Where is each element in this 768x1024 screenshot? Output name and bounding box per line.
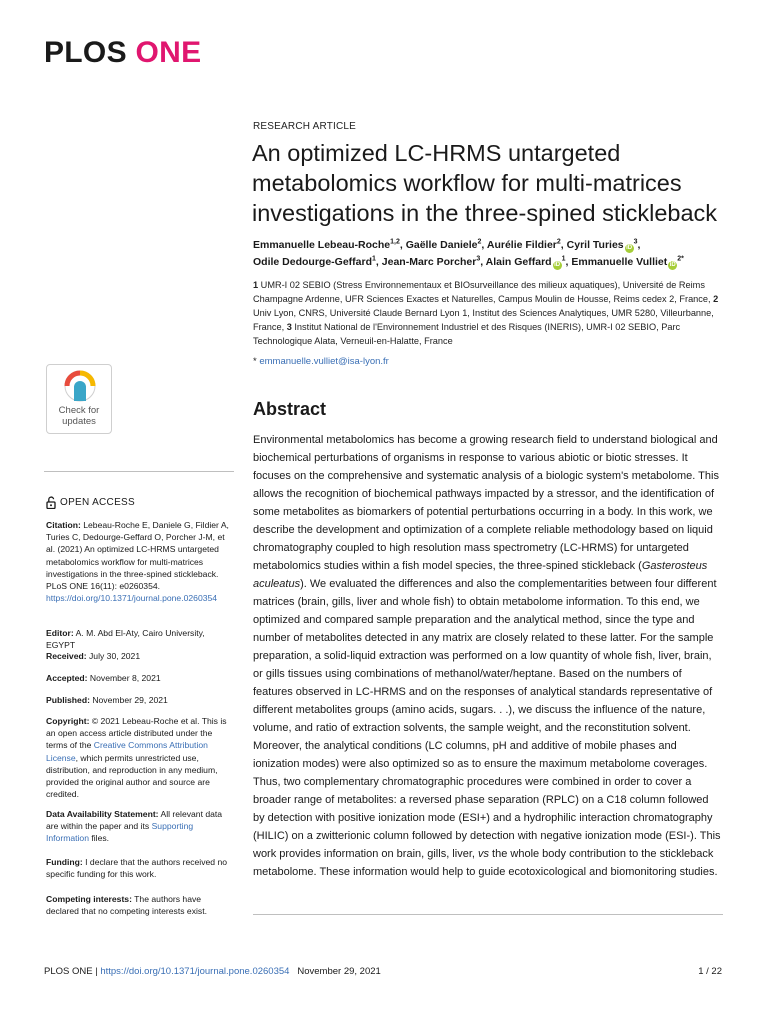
email-link[interactable]: emmanuelle.vulliet@isa-lyon.fr — [259, 356, 389, 367]
logo-one: ONE — [135, 36, 202, 69]
footer-doi-link[interactable]: https://doi.org/10.1371/journal.pone.0260354 — [100, 966, 290, 977]
funding: Funding: I declare that the authors received no specific funding for this work. — [46, 857, 228, 880]
check-for-updates-badge[interactable] — [46, 364, 112, 434]
author-list: Emmanuelle Lebeau-Roche$^{1,2}$, Gaëlle Daniele$^2$, Aurélie Fildier$^2$, Cyril Turies $iD^3$, Odile Dedourge-Geffard$^1$, Jean-Marc Porcher$^3$, Alain Geffard $iD^1$, Emmanuelle Vulliet $iD^{2*}$ — [253, 238, 684, 268]
orcid-icon[interactable]: iD — [554, 262, 561, 268]
author[interactable]: Aurélie Fildier$^2$ — [486, 238, 561, 251]
abstract-heading: Abstract — [253, 399, 327, 419]
received-date: Received: July 30, 2021 — [46, 651, 141, 661]
affiliations: 1 UMR-I 02 SEBIO (Stress Environnementaux et BIOsurveillance des milieux aquatiques), Université de Reims Champagne Ardenne, UFR Sciences Exactes et Naturelles, Campus Moulin de Housse, Reims cedex 2, France, 2 Univ Lyon, CNRS, Université Claude Bernard Lyon 1, Institut des Sciences Analytiques, UMR 5280, Villeurbanne, France, 3 Institut National de l'Environnement Industriel et des Risques (INERIS), UMR-I 02 SEBIO, Parc Technologique Alata, Verneuil-en-Halatte, France — [253, 280, 719, 346]
journal-logo[interactable] — [44, 36, 201, 70]
accepted-date: Accepted: November 8, 2021 — [46, 673, 161, 683]
open-lock-icon — [46, 496, 56, 509]
orcid-icon[interactable]: iD — [669, 262, 676, 268]
competing-interests: Competing interests: The authors have declared that no competing interests exist. — [46, 894, 207, 917]
abstract-divider — [253, 914, 723, 915]
open-access-label: OPEN ACCESS — [46, 496, 135, 509]
author[interactable]: Cyril Turies $iD^3$ — [566, 238, 638, 251]
article-type: RESEARCH ARTICLE — [253, 121, 357, 132]
article-title: An optimized LC-HRMS untargeted metabolomics workflow for multi-matrices investigations in the three-spined stickleback — [252, 140, 718, 226]
copyright: Copyright: © 2021 Lebeau-Roche et al. This is an open access article distributed under the terms of the Creative Commons Attribution License, which permits unrestricted use, distribution, and reproduction in any medium, provided the original author and source are credited. — [46, 716, 227, 800]
published-date: Published: November 29, 2021 — [46, 695, 168, 705]
abstract-text: Environmental metabolomics has become a growing research field to understand biological and biochemical perturbations of organisms in response to various abiotic or biotic stresses. It focuses on the comprehensive and systematic analysis of a biologic system's metabolome. This allows the recognition of biochemical pathways impacted by a stressor, and the identification of some metabolites as biomarkers of potential perturbations occurring in a body. In this work, we describe the development and optimization of a complete reliable methodology based on liquid chromatography coupled to high resolution mass spectrometry (LC-HRMS) for untargeted metabolomics studies within a fish model species, the three-spined stickleback (Gasterosteus aculeatus). We evaluated the differences and also the complementarities between four different matrices (brain, gills, liver and whole fish) to obtain metabolome information. To this end, we optimized and compared sample preparation and the analytical method, since the type and number of metabolites detected in any matrix are closely related to these latter. For the sample preparation, a solid-liquid extraction was performed on a low quantity of whole fish, liver, brain, or gills tissues using combinations of methanol/water/heptane. Based on the numbers of features observed in LC-HRMS and on the responses of analytical standards representative of different metabolites groups (amino acids, sugars. . .), we discuss the influence of the nature, volume, and ratio of extraction solvents, the sample weight, and the reconstitution solvent. Moreover, the analytical conditions (LC columns, pH and additive of mobile phases and ionization modes) were also optimized so as to ensure the maximum metabolome coverages. Thus, two complementary chromatographic procedures were combined in order to cover a broader range of metabolites: a reversed phase separation (RPLC) on a C18 column followed by detection with positive ionization mode (ESI+) and a hydrophilic interaction chromatography (HILIC) on a zwitterionic column followed by detection with negative ionization mode (ESI-). This work provides information on brain, gills, liver, vs the whole body contribution to the stickleback metabolome. These information would help to guide ecotoxicological and biomonitoring studies. — [253, 434, 721, 878]
corresponding-email: * emmanuelle.vulliet@isa-lyon.fr — [253, 356, 389, 367]
author[interactable]: Odile Dedourge-Geffard$^1$ — [253, 255, 376, 268]
author[interactable]: Jean-Marc Porcher$^3$ — [381, 255, 481, 268]
license-link[interactable]: Creative Commons Attribution License — [46, 740, 208, 763]
page-number: 1 / 22 — [698, 966, 722, 977]
page-footer: PLOS ONE | https://doi.org/10.1371/journal.pone.0260354 November 29, 2021 — [44, 966, 381, 977]
logo-plos: PLOS — [44, 36, 127, 69]
data-availability: Data Availability Statement: All relevant data are within the paper and its Supporting Information files. — [46, 809, 223, 844]
check-updates-label: Check for updates — [58, 405, 100, 427]
author[interactable]: Emmanuelle Lebeau-Roche$^{1,2}$ — [253, 238, 400, 251]
author[interactable]: Alain Geffard $iD^1$ — [485, 255, 566, 268]
author[interactable]: Gaëlle Daniele$^2$ — [405, 238, 482, 251]
author[interactable]: Emmanuelle Vulliet $iD^{2*}$ — [571, 255, 684, 268]
supporting-info-link[interactable]: Supporting Information — [46, 821, 194, 844]
citation-doi-link[interactable]: https://doi.org/10.1371/journal.pone.0260354 — [46, 593, 218, 604]
orcid-icon[interactable]: iD — [626, 245, 633, 251]
check-updates-icon — [59, 369, 101, 405]
citation: Citation: Lebeau-Roche E, Daniele G, Fildier A, Turies C, Dedourge-Geffard O, Porcher J-M, et al. (2021) An optimized LC-HRMS untargeted metabolomics workflow for multi-matrices investigations in the three-spined stickleback. PLoS ONE 16(11): e0260354. https://doi.org/10.1371/journal.pone.0260354 — [46, 520, 229, 604]
editor: Editor: A. M. Abd El-Aty, Cairo University, EGYPT — [46, 628, 205, 651]
sidebar-divider — [44, 471, 234, 472]
